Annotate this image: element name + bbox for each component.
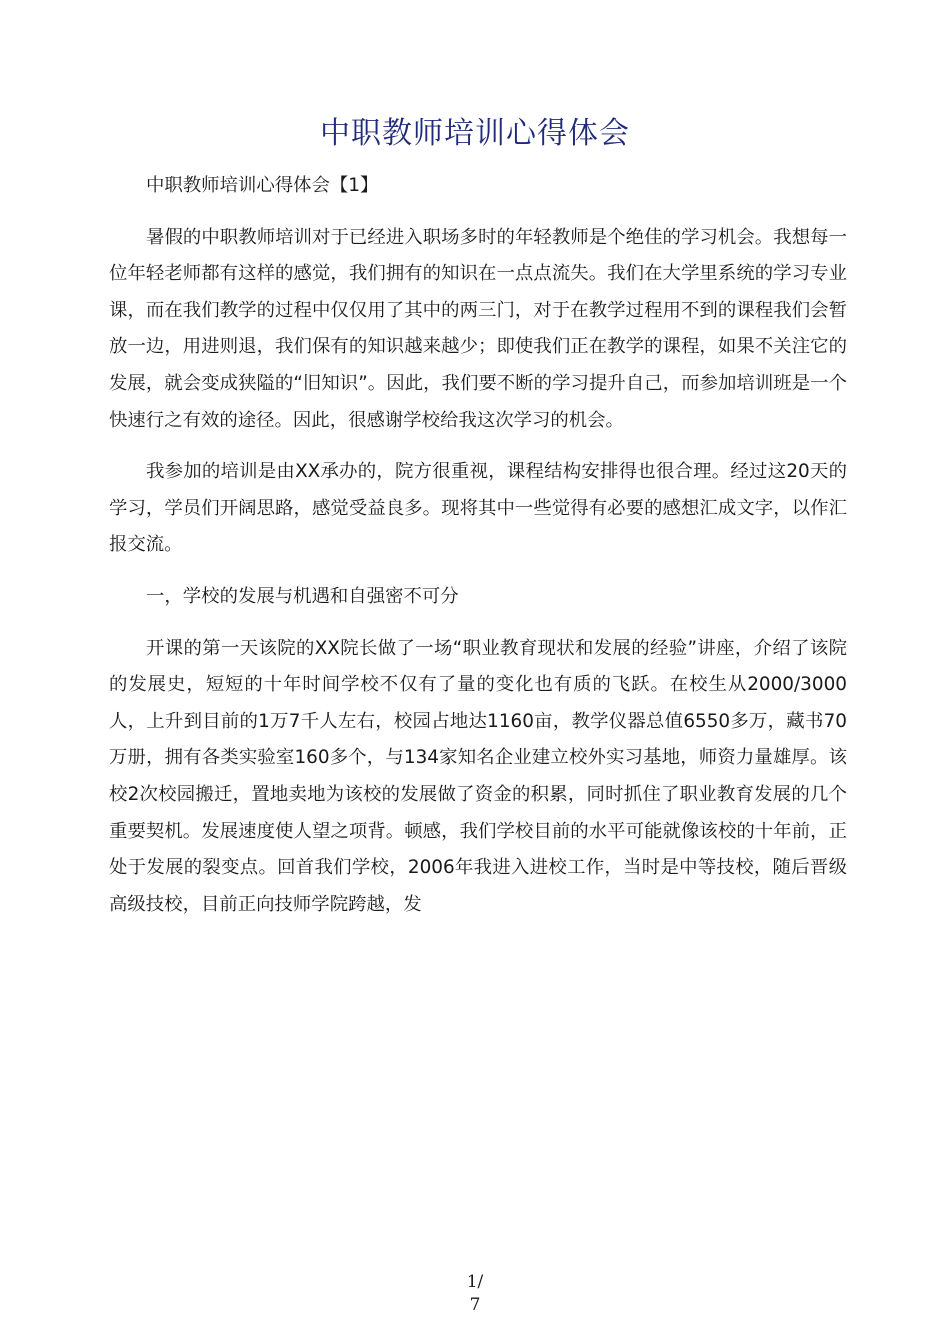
page-number-total: 7 — [469, 1295, 481, 1315]
body-paragraph: 开课的第一天该院的XX院长做了一场“职业教育现状和发展的经验”讲座，介绍了该院的发展史，短短的十年时间学校不仅有了量的变化也有质的飞跃。在校生从2000/3000人，上升到目前的1万7千人左右，校园占地达1160亩，教学仪器总值6550多万，藏书70万册，拥有各类实验室160多个，与134家知名企业建立校外实习基地，师资力量雄厚。该校2次校园搬迁，置地卖地为该校的发展做了资金的积累，同时抓住了职业教育发展的几个重要契机。发展速度使人望之项背。顿感，我们学校目前的水平可能就像该校的十年前，正处于发展的裂变点。回首我们学校，2006年我进入进校工作，当时是中等技校，随后晋级高级技校，目前正向技师学院跨越，发 — [109, 637, 847, 915]
body-paragraph: 我参加的培训是由XX承办的，院方很重视，课程结构安排得也很合理。经过这20天的学习，学员们开阔思路，感觉受益良多。现将其中一些觉得有必要的感想汇成文字，以作汇报交流。 — [109, 461, 847, 556]
body-paragraph: 暑假的中职教师培训对于已经进入职场多时的年轻教师是个绝佳的学习机会。我想每一位年轻老师都有这样的感觉，我们拥有的知识在一点点流失。我们在大学里系统的学习专业课，而在我们教学的过程中仅仅用了其中的两三门，对于在教学过程用不到的课程我们会暂放一边，用进则退，我们保有的知识越来越少；即使我们正在教学的课程，如果不关注它的发展，就会变成狭隘的“旧知识”。因此，我们要不断的学习提升自己，而参加培训班是一个快速行之有效的途径。因此，很感谢学校给我这次学习的机会。 — [109, 226, 847, 431]
subtitle-paragraph: 中职教师培训心得体会【1】 — [146, 175, 379, 196]
page-number-current: 1/ — [466, 1272, 484, 1292]
document-body — [109, 168, 847, 938]
document-title: 中职教师培训心得体会 — [320, 116, 630, 151]
section-heading: 一，学校的发展与机遇和自强密不可分 — [146, 585, 459, 607]
page-number — [0, 1271, 950, 1317]
